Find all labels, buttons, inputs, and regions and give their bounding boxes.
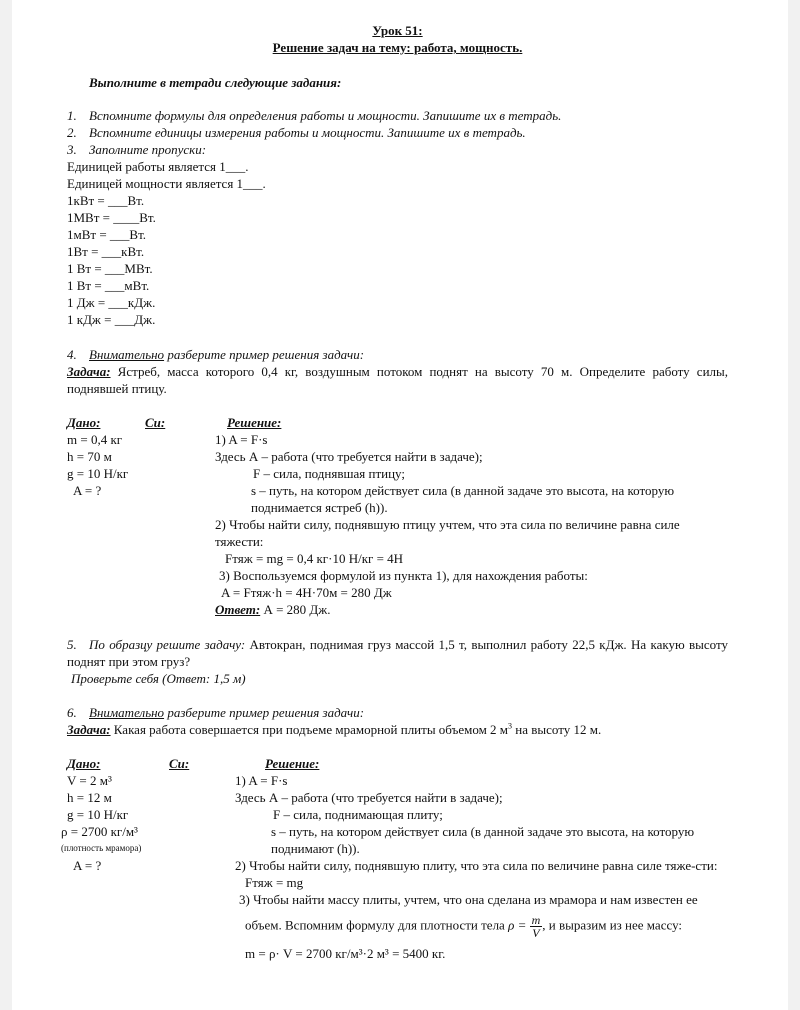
solution-line: s – путь, на котором действует сила (в данной задаче это высота, на которую поднимается ястреб (h)). [251, 483, 675, 515]
given-line: g = 10 Н/кг [67, 466, 129, 481]
task-6-problem: Задача: Какая работа совершается при подъеме мраморной плиты объемом 2 $м^3$ на высоту 12 м. [67, 721, 602, 737]
solution-line: F – сила, поднимающая плиту; [273, 807, 443, 822]
lesson-subtitle: Решение задач на тему: работа, мощность. [272, 40, 523, 55]
solution-column [235, 755, 728, 962]
task-5 [67, 636, 728, 687]
task-4-problem: Задача: Ястреб, масса которого 0,4 кг, воздушным потоком поднят на высоту 70 м. Определите работу силы, поднявшей птицу. [67, 364, 728, 396]
si-header: Си: [145, 415, 166, 430]
given-line: h = 12 м [67, 790, 112, 805]
given-line: g = 10 Н/кг [67, 807, 129, 822]
task-4-solution-block [67, 414, 728, 618]
solution-line: Здесь А – работа (что требуется найти в задаче); [235, 790, 503, 805]
document-content [61, 22, 728, 962]
si-header: Си: [169, 756, 190, 771]
solution-line: 3) Чтобы найти массу плиты, учтем, что она сделана из мрамора и нам известен ее [239, 892, 698, 907]
solution-line: 2) Чтобы найти силу, поднявшую птицу учтем, что эта сила по величине равна силе тяжести: [215, 517, 680, 549]
solution-line: 1) A = F·s [215, 432, 268, 447]
solution-line: F – сила, поднявшая птицу; [253, 466, 405, 481]
fill-line: 1МВт = ____Вт. [67, 210, 156, 225]
given-line: V = 2 м³ [67, 773, 112, 788]
fill-line: Единицей работы является 1___. [67, 159, 249, 174]
task-6-solution-block [61, 755, 728, 962]
fill-line: Единицей мощности является 1___. [67, 176, 266, 191]
given-line: ρ = 2700 кг/м³ [61, 824, 138, 839]
fill-line: 1 Дж = ___кДж. [67, 295, 156, 310]
density-fraction: $\frac{m}{V}$ [531, 913, 541, 940]
given-line: A = ? [73, 858, 102, 873]
task-1: 1. Вспомните формулы для определения работы и мощности. Запишите их в тетрадь. [67, 108, 562, 123]
solution-line: 3) Воспользуемся формулой из пункта 1), для нахождения работы: [219, 568, 588, 583]
document-page [12, 0, 788, 1010]
fill-line: 1 кДж = ___Дж. [67, 312, 156, 327]
solution-line: A = Fтяж·h = 4Н·70м = 280 Дж [221, 585, 392, 600]
task-4 [67, 346, 728, 618]
solution-line: 2) Чтобы найти силу, поднявшую плиту, что эта сила по величине равна силе тяже-сти: [235, 858, 718, 873]
instruction: Выполните в тетради следующие задания: [89, 75, 342, 90]
fill-line: 1кВт = ___Вт. [67, 193, 145, 208]
given-note: (плотность мрамора) [61, 843, 142, 853]
task-3: 3. Заполните пропуски: [67, 142, 207, 157]
fill-line: 1 Вт = ___МВт. [67, 261, 153, 276]
solution-line-density: объем. Вспомним формулу для плотности тела ρ = $\frac{m}{V}$ , и выразим из нее массу: [245, 913, 683, 940]
tasks-list [67, 107, 728, 158]
fill-line: 1мВт = ___Вт. [67, 227, 147, 242]
fill-line: 1Вт = ___кВт. [67, 244, 145, 259]
solution-line: s – путь, на котором действует сила (в данной задаче это высота, на которую поднимают (h)). [271, 824, 695, 856]
given-header: Дано: [67, 415, 101, 430]
given-line: m = 0,4 кг [67, 432, 123, 447]
given-header: Дано: [67, 756, 101, 771]
given-line: A = ? [73, 483, 102, 498]
solution-header: Решение: [265, 756, 320, 771]
answer-line: Ответ: А = 280 Дж. [215, 602, 331, 617]
solution-line: 1) A = F·s [235, 773, 288, 788]
given-line: h = 70 м [67, 449, 112, 464]
task-2: 2. Вспомните единицы измерения работы и мощности. Запишите их в тетрадь. [67, 125, 526, 140]
task-5-problem: 5. По образцу решите задачу: Автокран, поднимая груз массой 1,5 т, выполнил работу 22,5 кДж. На какую высоту поднят при этом груз? [67, 637, 728, 669]
solution-line: Fтяж = mg [245, 875, 304, 890]
task-6 [61, 704, 728, 962]
task-6-heading: 6. Внимательно разберите пример решения задачи: [67, 705, 365, 720]
fill-line: 1 Вт = ___мВт. [67, 278, 150, 293]
fill-lines [67, 158, 728, 328]
solution-line: Fтяж = mg = 0,4 кг·10 Н/кг = 4Н [225, 551, 404, 566]
lesson-title: Урок 51: [372, 23, 423, 38]
solution-header: Решение: [227, 415, 282, 430]
solution-column [215, 414, 728, 618]
task-5-check: Проверьте себя (Ответ: 1,5 м) [71, 671, 246, 686]
solution-line: Здесь А – работа (что требуется найти в задаче); [215, 449, 483, 464]
solution-line: m = ρ· V = 2700 кг/м³·2 м³ = 5400 кг. [245, 946, 446, 961]
task-4-heading: 4. Внимательно разберите пример решения задачи: [67, 347, 365, 362]
